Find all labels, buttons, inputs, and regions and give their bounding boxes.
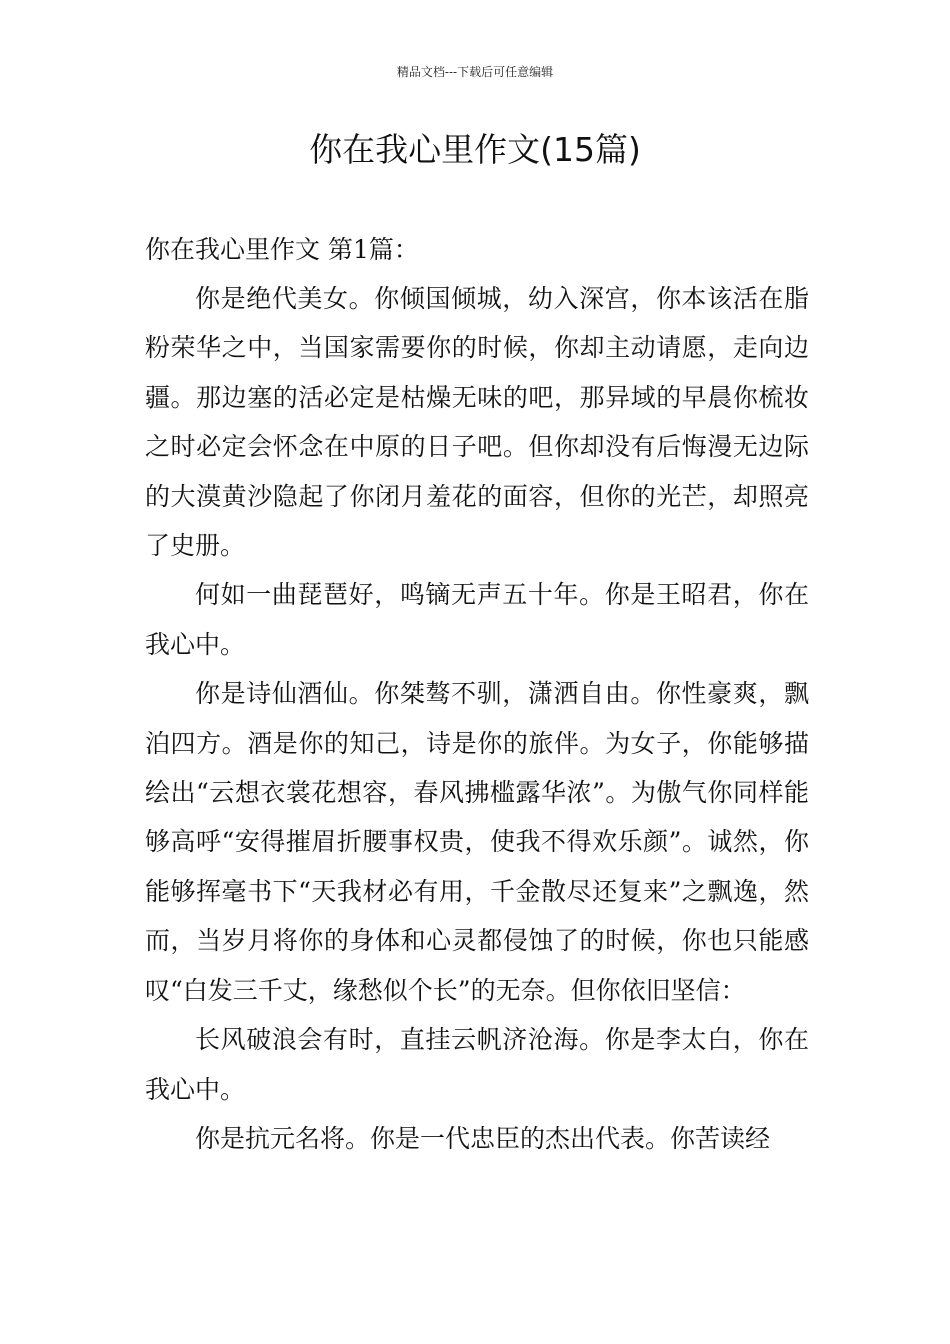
paragraph: 你是诗仙酒仙。你桀骜不驯，潇洒自由。你性豪爽，飘泊四方。酒是你的知己，诗是你的旅伴。为女子，你能够描绘出“云想衣裳花想容，春风拂槛露华浓”。为傲气你同样能够高呼“安得摧眉折腰事权贵，使我不得欢乐颜”。诚然，你能够挥毫书下“天我材必有用，千金散尽还复来”之飘逸，然而，当岁月将你的身体和心灵都侵蚀了的时候，你也只能感叹“白发三千丈，缘愁似个长”的无奈。但你依旧坚信： bbox=[145, 679, 809, 1005]
article-body bbox=[145, 226, 809, 1163]
page-header-note: 精品文档---下载后可任意编辑 bbox=[396, 65, 554, 79]
paragraph: 长风破浪会有时，直挂云帆济沧海。你是李太白，你在我心中。 bbox=[145, 1025, 809, 1104]
paragraph: 何如一曲琵琶好，鸣镝无声五十年。你是王昭君，你在我心中。 bbox=[145, 580, 809, 659]
paragraph: 你是绝代美女。你倾国倾城，幼入深宫，你本该活在脂粉荣华之中，当国家需要你的时候，你却主动请愿，走向边疆。那边塞的活必定是枯燥无味的吧，那异域的早晨你梳妆之时必定会怀念在中原的日子吧。但你却没有后悔漫无边际的大漠黄沙隐起了你闭月羞花的面容，但你的光芒，却照亮了史册。 bbox=[145, 284, 809, 561]
paragraph: 你是抗元名将。你是一代忠臣的杰出代表。你苦读经 bbox=[195, 1123, 771, 1153]
document-title: 你在我心里作文(15篇) bbox=[309, 130, 641, 169]
section-heading: 你在我心里作文 第1篇： bbox=[145, 235, 419, 264]
